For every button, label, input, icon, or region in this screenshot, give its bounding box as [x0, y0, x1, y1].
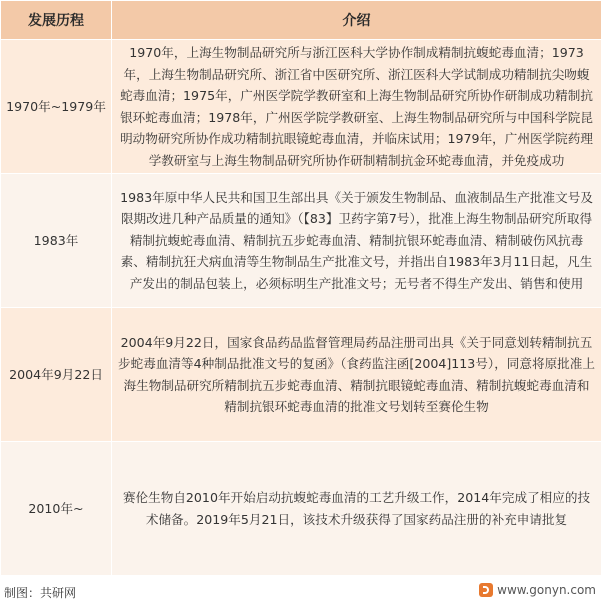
table-row — [1, 442, 602, 576]
table-row — [1, 174, 602, 308]
header-stage: 发展历程 — [1, 1, 112, 40]
site-logo — [479, 583, 596, 597]
row-description: 1983年原中华人民共和国卫生部出具《关于颁发生物制品、血液制品生产批准文号及限期改进几种产品质量的通知》（【83】卫药字第7号），批准上海生物制品研究所取得精制抗蝮蛇毒血清、精制抗五步蛇毒血清、精制抗银环蛇毒血清、精制破伤风抗毒素、精制抗狂犬病血清等生物制品生产批准文号，并指出自1983年3月11日起，凡生产发出的制品包装上，必须标明生产批准文号；无号者不得生产发出、销售和使用 — [112, 174, 602, 308]
table-row — [1, 308, 602, 442]
row-year: 2010年~ — [1, 442, 112, 576]
row-description: 1970年，上海生物制品研究所与浙江医科大学协作制成精制抗蝮蛇毒血清；1973年，上海生物制品研究所、浙江省中医研究所、浙江医科大学试制成功精制抗尖吻蝮蛇毒血清；1975年，广州医学院学教研室和上海生物制品研究所协作研制成功精制抗银环蛇毒血清；1978年，广州医学院学教研室、上海生物制品研究所与中国科学院昆明动物研究所协作成功精制抗眼镜蛇毒血清，并临床试用；1979年，广州医学院药理学教研室与上海生物制品研究所协作研制精制抗金环蛇毒血清，并免疫成功 — [112, 40, 602, 174]
gonyn-logo-icon — [479, 583, 493, 597]
footer — [0, 580, 602, 606]
row-year: 2004年9月22日 — [1, 308, 112, 442]
table-header-row — [1, 1, 602, 40]
row-description: 赛伦生物自2010年开始启动抗蝮蛇毒血清的工艺升级工作，2014年完成了相应的技术储备。2019年5月21日，该技术升级获得了国家药品注册的补充申请批复 — [112, 442, 602, 576]
table-row — [1, 40, 602, 174]
row-description: 2004年9月22日，国家食品药品监督管理局药品注册司出具《关于同意划转精制抗五步蛇毒血清等4种制品批准文号的复函》（食药监注函[2004]113号），同意将原批准上海生物制品研究所精制抗五步蛇毒血清、精制抗眼镜蛇毒血清、精制抗蝮蛇毒血清和精制抗银环蛇毒血清的批准文号划转至赛伦生物 — [112, 308, 602, 442]
source-credit: 制图：共研网 — [4, 586, 77, 600]
row-year: 1970年~1979年 — [1, 40, 112, 174]
site-url: www.gonyn.com — [497, 583, 596, 597]
header-intro: 介绍 — [112, 1, 602, 40]
row-year: 1983年 — [1, 174, 112, 308]
